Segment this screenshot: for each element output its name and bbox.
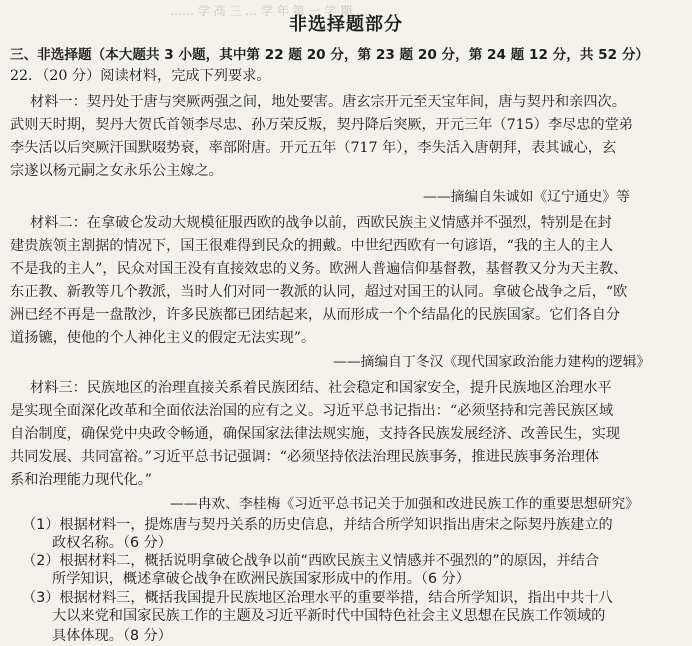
material-3-source: ——冉欢、李桂梅《习近平总书记关于加强和改进民族工作的重要思想研究》 xyxy=(170,496,640,512)
material-1-source: ——摘编自朱诚如《辽宁通史》等 xyxy=(423,189,630,205)
question-3-end: 具体体现。（8 分） xyxy=(52,628,172,644)
bleed-through-text-top: …… 学 高 三 … 学 年 第 一 学 期 … xyxy=(170,4,368,18)
material-3-line: 系和治理能力现代化。” xyxy=(10,472,153,488)
material-2-line: 道扬镳，使他的个人神化主义的假定无法实现”。 xyxy=(10,330,316,346)
material-1-line: 李失活以后突厥汗国默啜势衰，率部附唐。开元五年（717 年），李失活入唐朝拜，表其诚心，玄 xyxy=(10,140,617,156)
material-2-line: 材料二：在拿破仑发动大规模征服西欧的战争以前，西欧民族主义情感并不强烈，特别是在封 xyxy=(30,215,612,231)
question-2-continued: 所学知识，概述拿破仑战争在欧洲民族国家形成中的作用。（6 分） xyxy=(52,571,470,587)
material-1-line: 材料一：契丹处于唐与突厥两强之间，地处要害。唐玄宗开元至天宝年间，唐与契丹和亲四次。 xyxy=(30,94,626,110)
question-2: （2）根据材料二，概括说明拿破仑战争以前“西欧民族主义情感并不强烈的”的原因，并结合 xyxy=(22,553,600,569)
material-1-line: 武则天时期，契丹大贺氏首领李尽忠、孙万荣反叛，契丹降后突厥，开元三年（715）李尽忠的堂弟 xyxy=(10,117,633,133)
question-1-continued: 政权名称。（6 分） xyxy=(52,535,172,551)
material-2-line: 洲已经不再是一盘散沙，许多民族都已团结起来，从而形成一个个结晶化的民族国家。它们各自分 xyxy=(10,307,621,323)
material-2-line: 不是我的主人”，民众对国王没有直接效忠的义务。欧洲人普遍信仰基督教，基督教又分为天主教、 xyxy=(10,261,628,277)
material-3-line: 是实现全面深化改革和全面依法治国的应有之义。习近平总书记指出：“必须坚持和完善民族区域 xyxy=(10,403,614,419)
question-22-intro: 22．（20 分）阅读材料，完成下列要求。 xyxy=(10,68,271,84)
question-1: （1）根据材料一，提炼唐与契丹关系的历史信息，并结合所学知识指出唐宋之际契丹族建立的 xyxy=(22,517,613,533)
material-3-line: 自治制度，确保党中央政令畅通，确保国家法律法规实施，支持各民族发展经济、改善民生，实现 xyxy=(10,426,621,442)
material-1-line: 宗遂以杨元嗣之女永乐公主嫁之。 xyxy=(10,163,223,179)
section-three-heading: 三、非选择题（本大题共 3 小题，其中第 22 题 20 分，第 23 题 20 分，第 24 题 12 分，共 52 分） xyxy=(10,47,650,63)
material-3-line: 共同发展、共同富裕。”习近平总书记强调：“必须坚持依法治理民族事务，推进民族事务治理体 xyxy=(10,449,600,465)
material-2-line: 东正教、新教等几个教派，当时人们对同一教派的认同，超过对国王的认同。拿破仑战争之后，“欧 xyxy=(10,284,628,300)
material-2-source: ——摘编自丁冬汉《现代国家政治能力建构的逻辑》 xyxy=(333,354,651,370)
question-3: （3）根据材料三，概括我国提升民族地区治理水平的重要举措，结合所学知识，指出中共十八 xyxy=(22,590,613,606)
material-2-line: 建贵族领主割据的情况下，国王很难得到民众的拥戴。中世纪西欧有一句谚语，“我的主人的主人 xyxy=(10,238,614,254)
question-3-continued: 大以来党和国家民族工作的主题及习近平新时代中国特色社会主义思想在民族工作领域的 xyxy=(52,608,606,624)
section-title: 非选择题部分 xyxy=(289,14,403,35)
material-3-line: 材料三：民族地区的治理直接关系着民族团结、社会稳定和国家安全，提升民族地区治理水平 xyxy=(30,380,612,396)
